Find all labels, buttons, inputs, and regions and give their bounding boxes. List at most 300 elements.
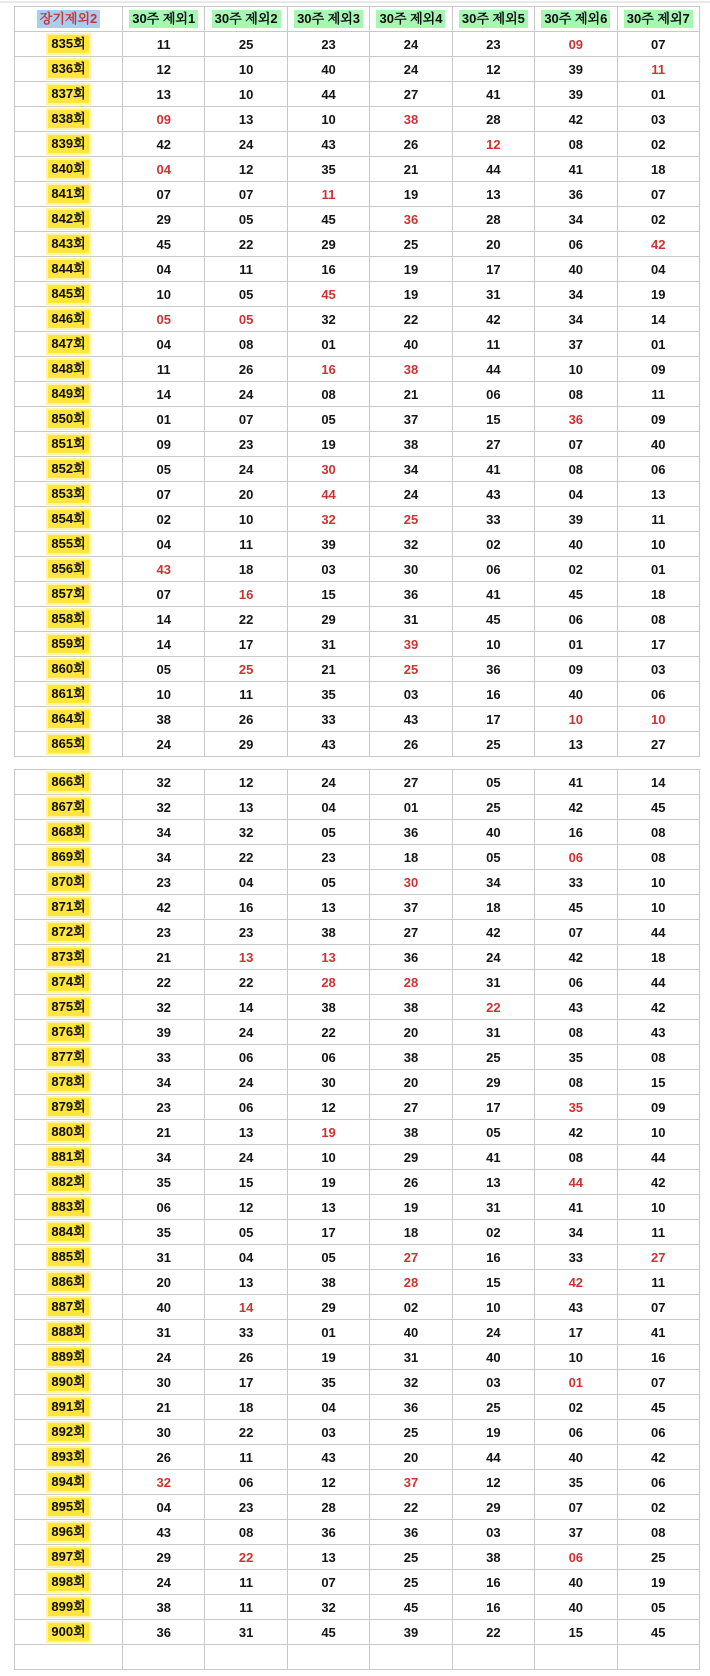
cell-value: 18 <box>370 845 452 870</box>
row-label-cell <box>15 632 123 657</box>
cell-value: 29 <box>123 207 205 232</box>
cell-value: 19 <box>287 432 369 457</box>
cell-value: 29 <box>370 1145 452 1170</box>
cell-value: 13 <box>287 895 369 920</box>
cell-value: 31 <box>452 1020 534 1045</box>
cell-value: 20 <box>370 1445 452 1470</box>
cell-value: 45 <box>535 582 617 607</box>
cell-value: 14 <box>617 307 699 332</box>
cell-value: 45 <box>452 607 534 632</box>
cell-value: 21 <box>287 657 369 682</box>
upper-table <box>14 6 700 757</box>
cell-value: 11 <box>205 532 287 557</box>
cell-value: 01 <box>617 332 699 357</box>
row-label-cell <box>15 507 123 532</box>
cell-value: 33 <box>452 507 534 532</box>
row-label-cell <box>15 532 123 557</box>
cell-value: 11 <box>205 682 287 707</box>
cell-value: 44 <box>452 1445 534 1470</box>
cell-value: 31 <box>123 1320 205 1345</box>
cell-value: 24 <box>205 1145 287 1170</box>
cell-value: 19 <box>287 1120 369 1145</box>
cell-value: 06 <box>535 845 617 870</box>
table-row <box>15 1470 700 1495</box>
cell-value: 24 <box>123 1345 205 1370</box>
row-label: 838회 <box>48 110 88 128</box>
row-label-cell <box>15 382 123 407</box>
cell-value: 06 <box>535 1545 617 1570</box>
cell-value: 14 <box>205 1295 287 1320</box>
cell-value: 07 <box>617 182 699 207</box>
cell-value: 29 <box>287 607 369 632</box>
row-label-cell <box>15 357 123 382</box>
cell-value: 22 <box>287 1020 369 1045</box>
cell-value: 31 <box>205 1620 287 1645</box>
cell-value: 25 <box>205 657 287 682</box>
cell-value: 40 <box>535 1445 617 1470</box>
cell-value: 29 <box>452 1070 534 1095</box>
cell-value: 07 <box>123 182 205 207</box>
cell-value: 05 <box>287 1245 369 1270</box>
cell-value: 28 <box>452 207 534 232</box>
cell-value: 12 <box>205 157 287 182</box>
cell-value: 23 <box>205 1495 287 1520</box>
row-label: 858회 <box>48 610 88 628</box>
column-header-label: 30주 제외5 <box>459 10 528 28</box>
cell-value: 21 <box>370 382 452 407</box>
cell-value: 26 <box>370 1170 452 1195</box>
row-label-cell <box>15 682 123 707</box>
column-header-label: 30주 제외4 <box>376 10 445 28</box>
cell-value: 16 <box>452 1570 534 1595</box>
column-header-cell <box>535 7 617 32</box>
row-label: 884회 <box>48 1223 88 1241</box>
cell-value: 24 <box>287 770 369 795</box>
cell-value: 24 <box>205 382 287 407</box>
cell-value: 38 <box>370 995 452 1020</box>
cell-value: 04 <box>617 257 699 282</box>
cell-value: 43 <box>123 1520 205 1545</box>
cell-value: 25 <box>370 657 452 682</box>
cell-value: 40 <box>535 1595 617 1620</box>
cell-value: 26 <box>123 1445 205 1470</box>
row-label-cell <box>15 82 123 107</box>
cell-value: 19 <box>287 1170 369 1195</box>
table-row <box>15 1095 700 1120</box>
cell-value: 43 <box>617 1020 699 1045</box>
cell-value: 34 <box>123 1145 205 1170</box>
cell-value: 02 <box>452 532 534 557</box>
row-label: 857회 <box>48 585 88 603</box>
cell-value: 38 <box>123 707 205 732</box>
header-row <box>15 7 700 32</box>
cell-value: 23 <box>452 32 534 57</box>
cell-value: 35 <box>123 1170 205 1195</box>
row-label-cell <box>15 895 123 920</box>
row-label: 847회 <box>48 335 88 353</box>
cell-value: 09 <box>535 657 617 682</box>
cell-value: 08 <box>617 845 699 870</box>
row-label: 883회 <box>48 1198 88 1216</box>
table-row <box>15 607 700 632</box>
cell-value: 02 <box>535 1395 617 1420</box>
cell-value: 03 <box>452 1370 534 1395</box>
cell-value: 45 <box>617 795 699 820</box>
row-label-cell <box>15 707 123 732</box>
cell-value: 06 <box>205 1095 287 1120</box>
cell-value: 29 <box>205 732 287 757</box>
table-row <box>15 357 700 382</box>
row-label: 886회 <box>48 1273 88 1291</box>
cell-value: 35 <box>287 682 369 707</box>
cell-value: 38 <box>287 1270 369 1295</box>
cell-value: 45 <box>617 1620 699 1645</box>
row-label: 887회 <box>48 1298 88 1316</box>
row-label-cell <box>15 457 123 482</box>
cell-value: 05 <box>205 307 287 332</box>
table-row <box>15 1145 700 1170</box>
cell-value: 34 <box>123 820 205 845</box>
cell-value: 08 <box>535 457 617 482</box>
cell-value: 23 <box>287 845 369 870</box>
cell-value: 22 <box>205 1545 287 1570</box>
cell-value: 06 <box>205 1470 287 1495</box>
cell-value: 06 <box>205 1045 287 1070</box>
cell-value: 41 <box>452 582 534 607</box>
row-label-cell <box>15 182 123 207</box>
row-label: 851회 <box>48 435 88 453</box>
table-row <box>15 307 700 332</box>
row-label-cell <box>15 1320 123 1345</box>
cell-value: 18 <box>617 157 699 182</box>
cell-value: 13 <box>452 1170 534 1195</box>
cell-value: 10 <box>617 870 699 895</box>
cell-value: 06 <box>123 1195 205 1220</box>
cell-value: 44 <box>535 1170 617 1195</box>
cell-value: 25 <box>452 795 534 820</box>
row-label: 865회 <box>48 735 88 753</box>
cell-value: 13 <box>452 182 534 207</box>
cell-value: 05 <box>123 657 205 682</box>
cell-value: 38 <box>287 995 369 1020</box>
empty-cell <box>287 1645 369 1670</box>
cell-value: 42 <box>535 795 617 820</box>
cell-value: 22 <box>452 1620 534 1645</box>
cell-value: 16 <box>452 1595 534 1620</box>
cell-value: 17 <box>452 1095 534 1120</box>
cell-value: 11 <box>617 1270 699 1295</box>
cell-value: 30 <box>287 1070 369 1095</box>
table-row <box>15 257 700 282</box>
cell-value: 06 <box>287 1045 369 1070</box>
row-label: 843회 <box>48 235 88 253</box>
cell-value: 35 <box>535 1045 617 1070</box>
cell-value: 43 <box>287 732 369 757</box>
cell-value: 12 <box>123 57 205 82</box>
row-label: 891회 <box>48 1398 88 1416</box>
cell-value: 07 <box>287 1570 369 1595</box>
cell-value: 36 <box>370 820 452 845</box>
cell-value: 10 <box>617 895 699 920</box>
table-row <box>15 157 700 182</box>
cell-value: 16 <box>617 1345 699 1370</box>
cell-value: 05 <box>617 1595 699 1620</box>
cell-value: 06 <box>452 382 534 407</box>
cell-value: 02 <box>535 557 617 582</box>
cell-value: 18 <box>370 1220 452 1245</box>
cell-value: 36 <box>535 407 617 432</box>
row-label: 892회 <box>48 1423 88 1441</box>
cell-value: 12 <box>452 1470 534 1495</box>
table-row <box>15 1345 700 1370</box>
cell-value: 07 <box>535 432 617 457</box>
cell-value: 06 <box>535 1420 617 1445</box>
cell-value: 30 <box>123 1420 205 1445</box>
row-label: 889회 <box>48 1348 88 1366</box>
row-label-cell <box>15 232 123 257</box>
table-row <box>15 707 700 732</box>
cell-value: 02 <box>617 132 699 157</box>
cell-value: 36 <box>287 1520 369 1545</box>
cell-value: 04 <box>123 532 205 557</box>
cell-value: 04 <box>123 332 205 357</box>
row-label-cell <box>15 945 123 970</box>
cell-value: 42 <box>535 1120 617 1145</box>
cell-value: 42 <box>535 1270 617 1295</box>
cell-value: 38 <box>370 357 452 382</box>
cell-value: 31 <box>287 632 369 657</box>
cell-value: 14 <box>123 382 205 407</box>
row-label: 878회 <box>48 1073 88 1091</box>
cell-value: 07 <box>123 582 205 607</box>
cell-value: 24 <box>205 132 287 157</box>
cell-value: 40 <box>287 57 369 82</box>
cell-value: 10 <box>287 1145 369 1170</box>
cell-value: 45 <box>535 895 617 920</box>
cell-value: 35 <box>535 1095 617 1120</box>
cell-value: 42 <box>617 1445 699 1470</box>
cell-value: 25 <box>370 1545 452 1570</box>
row-label-cell <box>15 732 123 757</box>
cell-value: 25 <box>370 507 452 532</box>
cell-value: 36 <box>370 945 452 970</box>
cell-value: 34 <box>535 207 617 232</box>
cell-value: 10 <box>617 532 699 557</box>
cell-value: 15 <box>617 1070 699 1095</box>
table-row <box>15 57 700 82</box>
table-row <box>15 532 700 557</box>
cell-value: 20 <box>370 1020 452 1045</box>
cell-value: 18 <box>617 582 699 607</box>
cell-value: 16 <box>452 682 534 707</box>
row-label: 854회 <box>48 510 88 528</box>
cell-value: 36 <box>370 582 452 607</box>
cell-value: 07 <box>617 1295 699 1320</box>
cell-value: 01 <box>370 795 452 820</box>
row-label-cell <box>15 1120 123 1145</box>
empty-cell <box>123 1645 205 1670</box>
cell-value: 04 <box>123 257 205 282</box>
cell-value: 12 <box>287 1095 369 1120</box>
cell-value: 17 <box>452 707 534 732</box>
cell-value: 13 <box>205 107 287 132</box>
row-label-cell <box>15 1170 123 1195</box>
cell-value: 31 <box>452 282 534 307</box>
cell-value: 34 <box>123 845 205 870</box>
row-label-cell <box>15 657 123 682</box>
corner-header-cell <box>15 7 123 32</box>
cell-value: 12 <box>452 57 534 82</box>
table-row <box>15 945 700 970</box>
cell-value: 12 <box>452 132 534 157</box>
row-label-cell <box>15 157 123 182</box>
cell-value: 06 <box>617 1420 699 1445</box>
cell-value: 21 <box>123 945 205 970</box>
row-label: 877회 <box>48 1048 88 1066</box>
table-row <box>15 1045 700 1070</box>
cell-value: 11 <box>123 357 205 382</box>
cell-value: 40 <box>535 1570 617 1595</box>
row-label-cell <box>15 307 123 332</box>
cell-value: 34 <box>535 1220 617 1245</box>
cell-value: 10 <box>617 1120 699 1145</box>
cell-value: 27 <box>617 1245 699 1270</box>
cell-value: 27 <box>370 82 452 107</box>
cell-value: 13 <box>205 795 287 820</box>
row-label-cell <box>15 482 123 507</box>
cell-value: 40 <box>535 682 617 707</box>
cell-value: 05 <box>452 1120 534 1145</box>
cell-value: 42 <box>123 895 205 920</box>
empty-row <box>15 1645 700 1670</box>
cell-value: 02 <box>370 1295 452 1320</box>
cell-value: 04 <box>123 1495 205 1520</box>
cell-value: 34 <box>123 1070 205 1095</box>
row-label-cell <box>15 870 123 895</box>
column-header-label: 30주 제외1 <box>129 10 198 28</box>
row-label: 869회 <box>48 848 88 866</box>
cell-value: 30 <box>370 557 452 582</box>
cell-value: 10 <box>123 282 205 307</box>
cell-value: 31 <box>452 970 534 995</box>
cell-value: 10 <box>617 707 699 732</box>
row-label: 896회 <box>48 1523 88 1541</box>
cell-value: 21 <box>123 1120 205 1145</box>
row-label-cell <box>15 332 123 357</box>
cell-value: 01 <box>535 1370 617 1395</box>
cell-value: 09 <box>617 1095 699 1120</box>
row-label-cell <box>15 1070 123 1095</box>
table-row <box>15 1620 700 1645</box>
column-header-cell <box>123 7 205 32</box>
cell-value: 15 <box>452 1270 534 1295</box>
cell-value: 24 <box>123 732 205 757</box>
cell-value: 05 <box>205 282 287 307</box>
table-row <box>15 32 700 57</box>
row-label: 893회 <box>48 1448 88 1466</box>
row-label: 839회 <box>48 135 88 153</box>
cell-value: 38 <box>370 1045 452 1070</box>
cell-value: 40 <box>452 1345 534 1370</box>
cell-value: 30 <box>287 457 369 482</box>
cell-value: 35 <box>287 1370 369 1395</box>
row-label: 898회 <box>48 1573 88 1591</box>
row-label: 866회 <box>48 773 88 791</box>
row-label-cell <box>15 57 123 82</box>
cell-value: 05 <box>205 1220 287 1245</box>
cell-value: 45 <box>287 282 369 307</box>
row-label: 848회 <box>48 360 88 378</box>
cell-value: 45 <box>287 207 369 232</box>
table-row <box>15 132 700 157</box>
row-label-cell <box>15 207 123 232</box>
cell-value: 11 <box>452 332 534 357</box>
row-label-cell <box>15 607 123 632</box>
cell-value: 23 <box>205 432 287 457</box>
cell-value: 22 <box>205 845 287 870</box>
lower-table <box>14 769 700 1670</box>
cell-value: 33 <box>205 1320 287 1345</box>
cell-value: 11 <box>205 1570 287 1595</box>
row-label-cell <box>15 132 123 157</box>
row-label: 840회 <box>48 160 88 178</box>
cell-value: 08 <box>205 332 287 357</box>
cell-value: 41 <box>452 1145 534 1170</box>
cell-value: 11 <box>617 507 699 532</box>
cell-value: 38 <box>370 432 452 457</box>
cell-value: 43 <box>535 995 617 1020</box>
table-row <box>15 382 700 407</box>
cell-value: 26 <box>370 132 452 157</box>
cell-value: 10 <box>452 632 534 657</box>
cell-value: 45 <box>123 232 205 257</box>
cell-value: 21 <box>123 1395 205 1420</box>
cell-value: 08 <box>617 607 699 632</box>
row-label-cell <box>15 1270 123 1295</box>
cell-value: 05 <box>123 457 205 482</box>
table-row <box>15 1595 700 1620</box>
cell-value: 40 <box>370 1320 452 1345</box>
cell-value: 08 <box>535 382 617 407</box>
cell-value: 37 <box>370 407 452 432</box>
cell-value: 43 <box>452 482 534 507</box>
cell-value: 25 <box>617 1545 699 1570</box>
cell-value: 34 <box>535 282 617 307</box>
row-label-cell <box>15 1420 123 1445</box>
row-label: 841회 <box>48 185 88 203</box>
cell-value: 31 <box>370 607 452 632</box>
row-label: 850회 <box>48 410 88 428</box>
row-label: 895회 <box>48 1498 88 1516</box>
cell-value: 03 <box>370 682 452 707</box>
cell-value: 38 <box>452 1545 534 1570</box>
row-label-cell <box>15 845 123 870</box>
cell-value: 32 <box>370 532 452 557</box>
cell-value: 11 <box>205 1595 287 1620</box>
cell-value: 44 <box>452 157 534 182</box>
row-label: 879회 <box>48 1098 88 1116</box>
cell-value: 04 <box>123 157 205 182</box>
cell-value: 45 <box>287 1620 369 1645</box>
cell-value: 38 <box>123 1595 205 1620</box>
row-label: 852회 <box>48 460 88 478</box>
cell-value: 01 <box>123 407 205 432</box>
cell-value: 28 <box>287 1495 369 1520</box>
cell-value: 17 <box>452 257 534 282</box>
row-label: 836회 <box>48 60 88 78</box>
row-label: 882회 <box>48 1173 88 1191</box>
cell-value: 07 <box>205 182 287 207</box>
